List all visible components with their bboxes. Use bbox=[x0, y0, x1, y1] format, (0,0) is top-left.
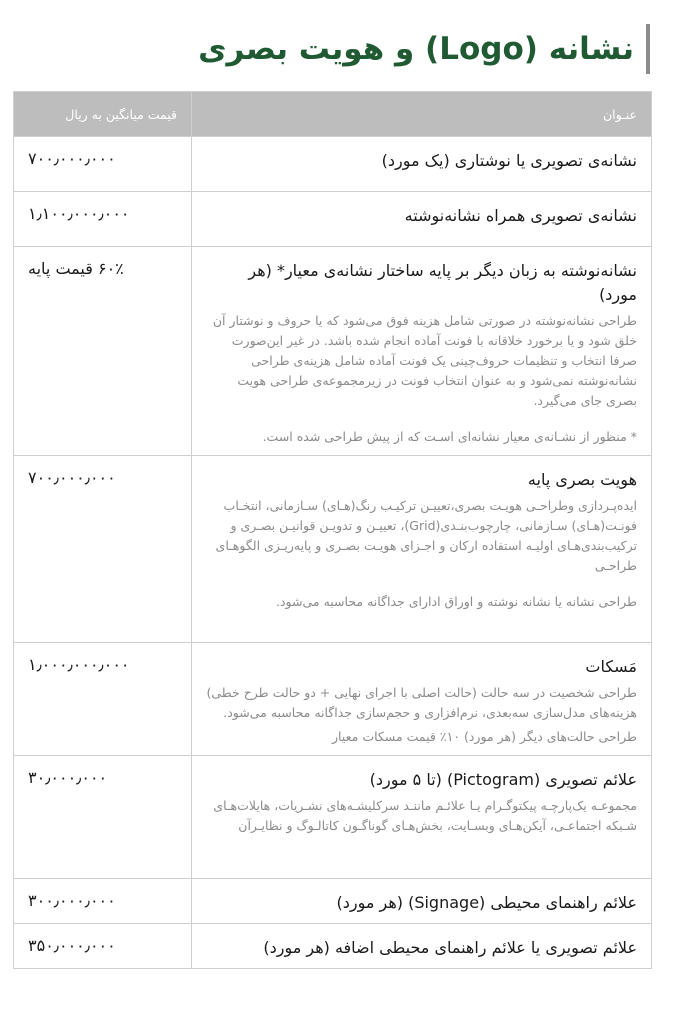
row-price-cell bbox=[14, 192, 192, 247]
item-note: * منظور از نشـانه‌ی معیار نشانه‌ای اسـت که از پیش طراحی شده است. bbox=[262, 429, 637, 444]
row-title-cell bbox=[192, 456, 652, 643]
row-price-cell bbox=[14, 924, 192, 969]
item-description: طراحی نشانه‌نوشته در صورتی شامل هزینه فوق می‌شود که یا حروف و نوشتار آن خلق شود و یا برخورد خلاقانه با فونت آماده انجام شده باشد. در غیر این‌صورت صرفا انتخاب و تنظیمات حروف‌چینی یک فونت آماده شامل هزینه‌ی طراحی نشانه‌نوشته نمی‌شود و به عنوان انتخاب فونت در زیرمجموعه‌ی طراحی هویت بصری جای می‌گیرد. bbox=[212, 313, 637, 408]
item-price: ۶۰٪ قیمت پایه bbox=[28, 259, 124, 278]
item-name: علائم تصویری یا علائم راهنمای محیطی اضافه (هر مورد) bbox=[263, 938, 637, 957]
item-note: طراحی حالت‌های دیگر (هر مورد) ۱۰٪ قیمت مسکات معیار bbox=[332, 729, 637, 744]
item-name: هویت بصری پایه bbox=[527, 470, 637, 489]
row-price-cell bbox=[14, 247, 192, 456]
row-title-cell bbox=[192, 247, 652, 456]
table-row bbox=[14, 756, 652, 879]
row-price-cell bbox=[14, 756, 192, 879]
row-title-cell bbox=[192, 756, 652, 879]
table-row bbox=[14, 456, 652, 643]
table-row bbox=[14, 924, 652, 969]
item-name: نشانه‌نوشته به زبان دیگر بر پایه ساختار نشانه‌ی معیار* (هر مورد) bbox=[248, 261, 637, 304]
item-price: ۳۰٫۰۰۰٫۰۰۰ bbox=[28, 768, 108, 787]
row-title-cell bbox=[192, 137, 652, 192]
table-row bbox=[14, 192, 652, 247]
table-row bbox=[14, 643, 652, 756]
row-title-cell bbox=[192, 643, 652, 756]
page-title: نشانه (Logo) و هویت بصری bbox=[198, 31, 634, 67]
row-price-cell bbox=[14, 643, 192, 756]
header-price: قیمت میانگین به ریال bbox=[14, 92, 192, 137]
page-header bbox=[14, 20, 650, 78]
item-price: ۳۰۰٫۰۰۰٫۰۰۰ bbox=[28, 891, 116, 910]
table-row bbox=[14, 247, 652, 456]
row-title-cell bbox=[192, 924, 652, 969]
item-description: ایده‌پـردازی وطراحـی هویـت بصری،تعییـن ترکیـب رنگ(هـای) سـازمانی، انتخـاب فونـت(هـای) سـازمانی، چارچوب‌بنـدی(Grid)، تعییـن و تدویـن قوانیـن بصـری و ترکیب‌بندی‌هـای اولیـه استفاده ارکان و اجـزای هویـت بصـری و پایه‌ریـزی الگوهـای طراحـی bbox=[215, 498, 637, 573]
table-row bbox=[14, 137, 652, 192]
title-accent-bar bbox=[646, 24, 650, 74]
item-price: ۷۰۰٫۰۰۰٫۰۰۰ bbox=[28, 468, 116, 487]
price-table bbox=[13, 91, 652, 969]
item-name: علائم راهنمای محیطی (Signage) (هر مورد) bbox=[336, 893, 637, 912]
row-price-cell bbox=[14, 879, 192, 924]
table-row bbox=[14, 879, 652, 924]
item-name: مَسکات bbox=[585, 657, 637, 676]
row-price-cell bbox=[14, 137, 192, 192]
item-price: ۱٫۱۰۰٫۰۰۰٫۰۰۰ bbox=[28, 204, 130, 223]
item-name: نشانه‌ی تصویری همراه نشانه‌نوشته bbox=[404, 206, 637, 225]
table-header-row bbox=[14, 92, 652, 137]
item-price: ۱٫۰۰۰٫۰۰۰٫۰۰۰ bbox=[28, 655, 130, 674]
row-price-cell bbox=[14, 456, 192, 643]
item-note: طراحی نشانه یا نشانه نوشته و اوراق ادارای جداگانه محاسبه می‌شود. bbox=[276, 594, 637, 609]
header-title: عنـوان bbox=[192, 92, 652, 137]
item-description: طراحی شخصیت در سه حالت (حالت اصلی با اجرای نهایی + دو حالت طرح خطی) هزینه‌های مدل‌سازی سه‌بعدی، نرم‌افزاری و حجم‌سازی جداگانه محاسبه می‌شود. bbox=[206, 685, 637, 720]
item-name: نشانه‌ی تصویری یا نوشتاری (یک مورد) bbox=[381, 151, 637, 170]
item-price: ۳۵۰٫۰۰۰٫۰۰۰ bbox=[28, 936, 116, 955]
item-description: مجموعـه یک‌پارچـه پیکتوگـرام یـا علائـم ماننـد سرکلیشـه‌های نشـریات، هایلات‌هـای شـبکه اجتماعـی، آیکن‌هـای وبسـایت، بخش‌هـای گوناگـون کاتالـوگ و نظایـرآن bbox=[213, 798, 637, 833]
row-title-cell bbox=[192, 879, 652, 924]
item-name: علائم تصویری (Pictogram) (تا ۵ مورد) bbox=[369, 770, 637, 789]
item-price: ۷۰۰٫۰۰۰٫۰۰۰ bbox=[28, 149, 116, 168]
row-title-cell bbox=[192, 192, 652, 247]
